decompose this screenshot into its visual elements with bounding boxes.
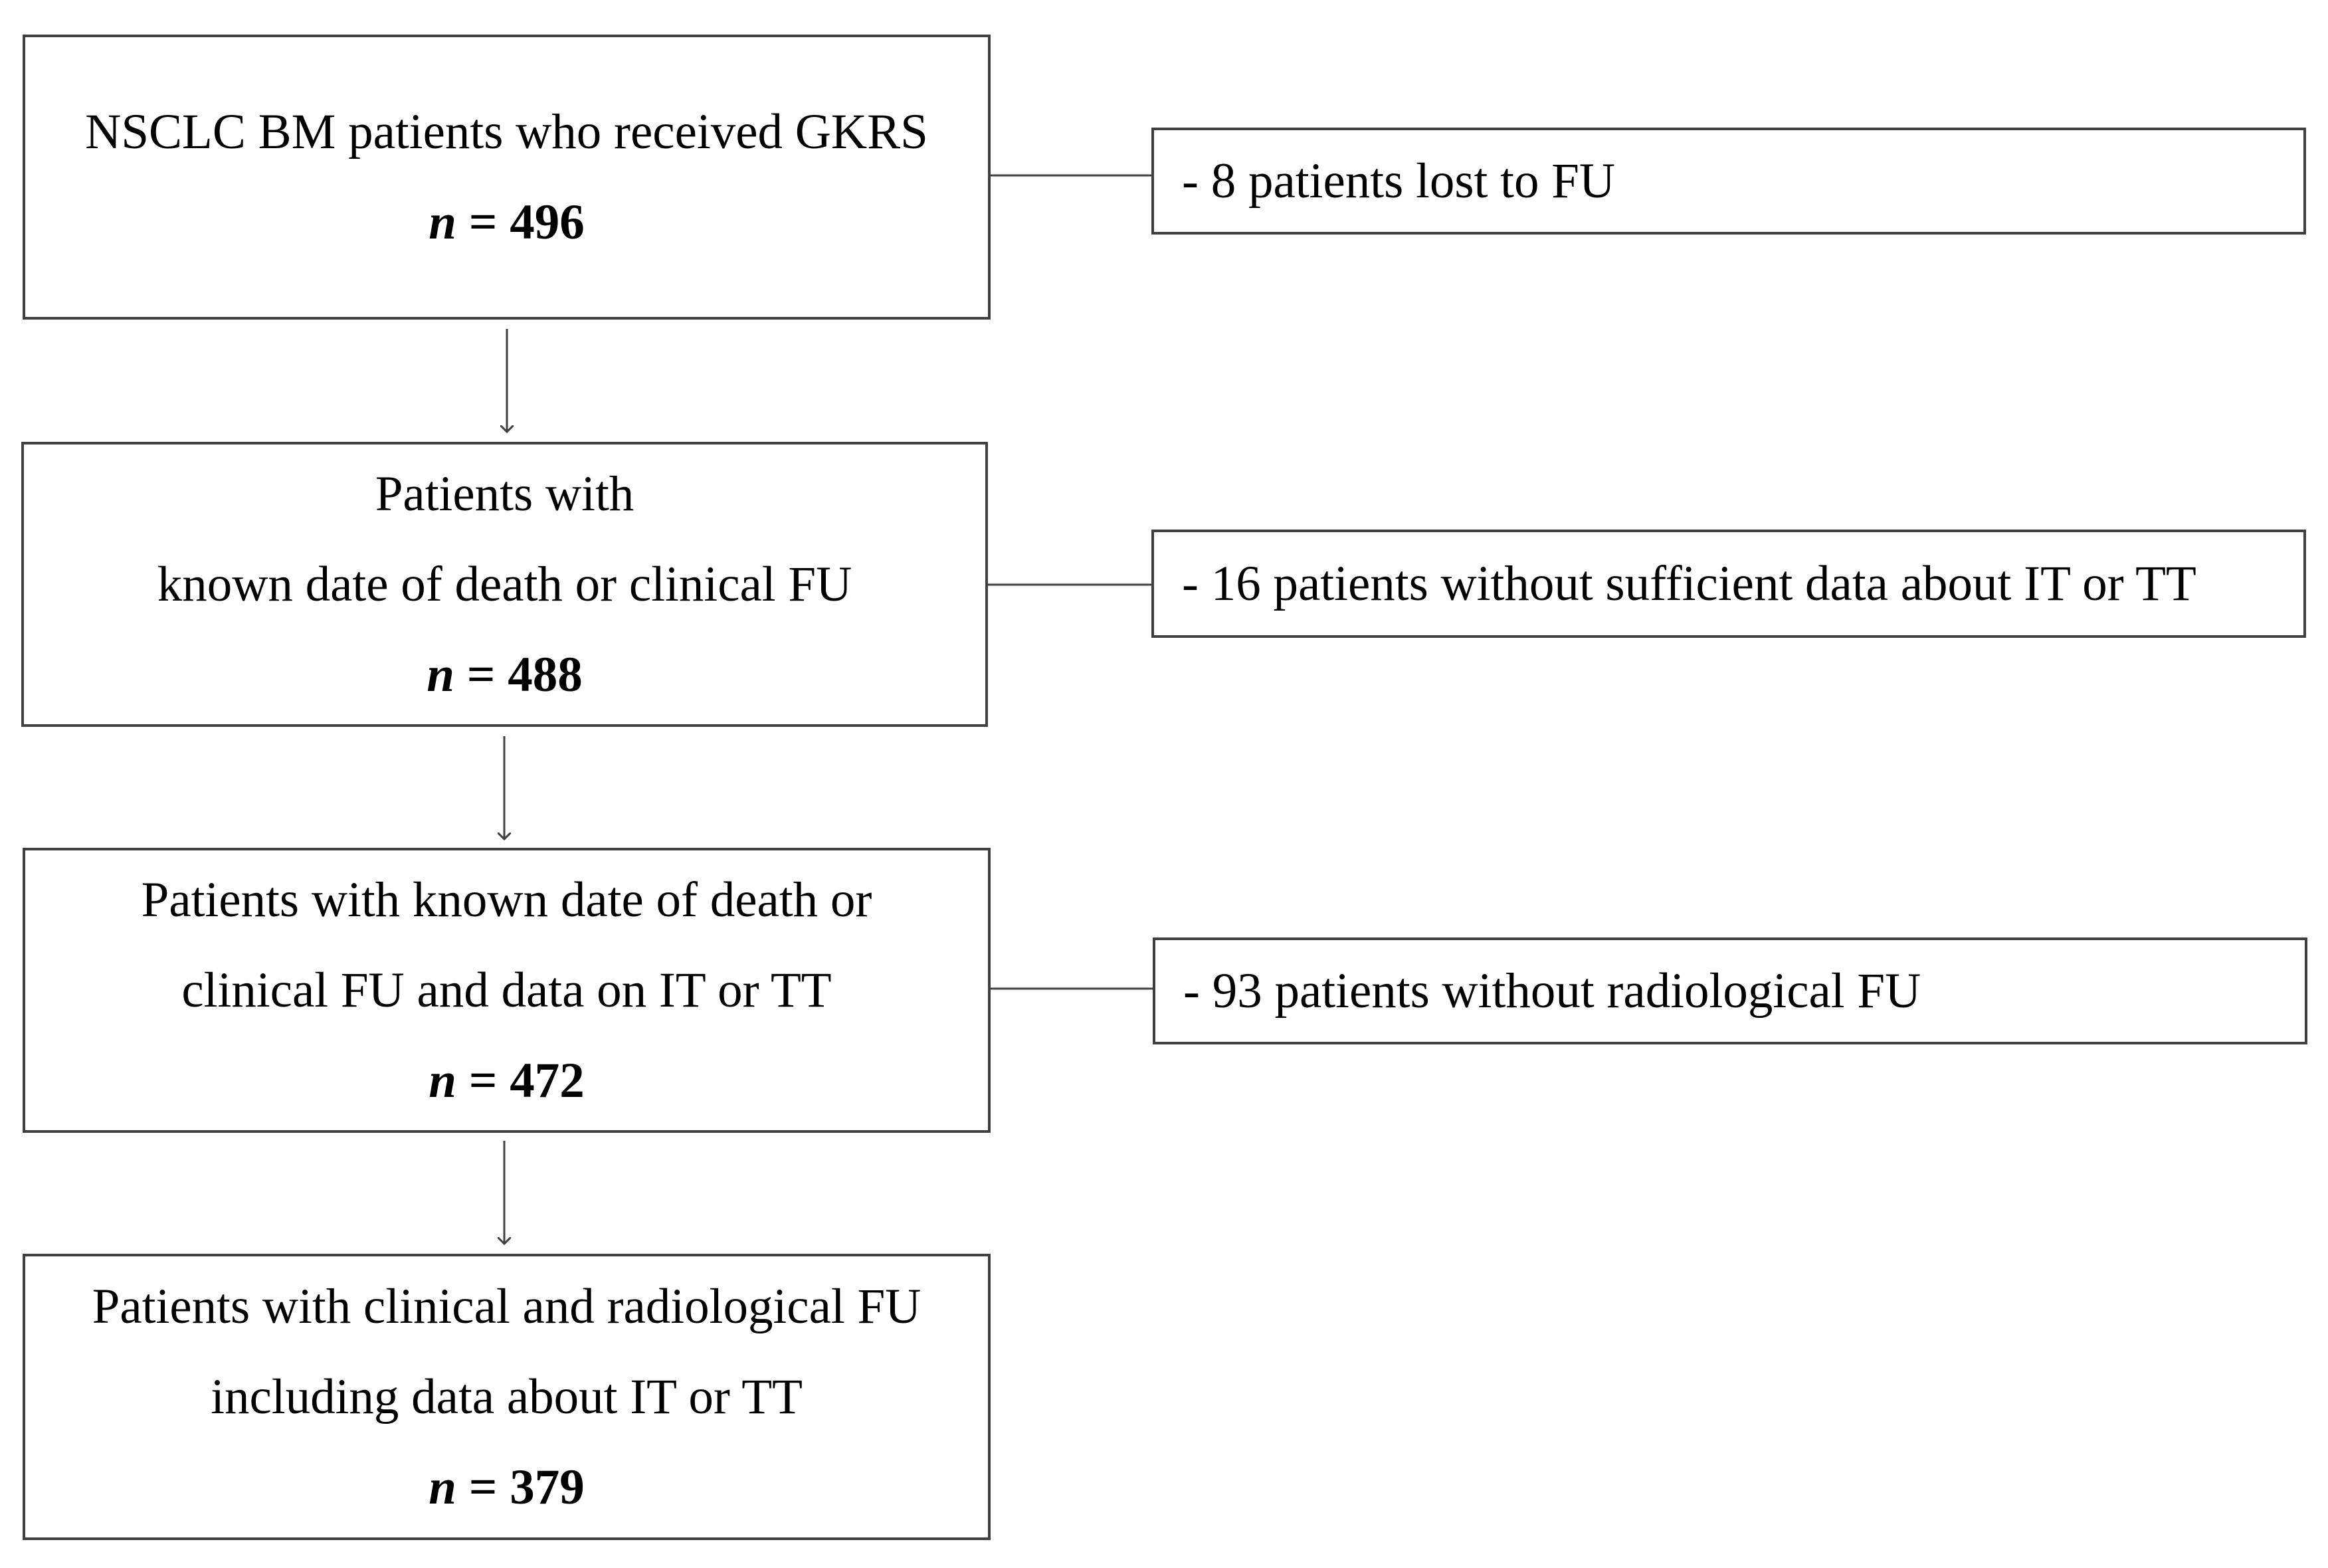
flow-step-2-n-value: 488 <box>508 646 583 702</box>
flow-step-1-count: n = 496 <box>429 194 585 250</box>
flow-step-2-text-line-2: known date of death or clinical FU <box>157 556 852 612</box>
flow-step-3-text-line-1: Patients with known date of death or <box>141 872 872 928</box>
flow-step-1-n-value: 496 <box>510 194 585 250</box>
exclusion-box-3-text: - 93 patients without radiological FU <box>1183 963 1921 1019</box>
exclusion-box-1-text: - 8 patients lost to FU <box>1182 153 1616 209</box>
flow-step-3 <box>23 848 991 1133</box>
flow-step-4-count: n = 379 <box>429 1459 585 1515</box>
flow-step-4 <box>23 1254 991 1540</box>
flow-step-3-count: n = 472 <box>429 1052 585 1108</box>
flow-step-4-text-line-2: including data about IT or TT <box>211 1369 803 1424</box>
flow-step-1-n-label: n <box>429 194 456 250</box>
flow-step-4-n-value: 379 <box>510 1459 585 1515</box>
flow-step-3-n-value: 472 <box>510 1052 585 1108</box>
exclusion-box-2 <box>1151 530 2306 638</box>
flow-step-1 <box>23 35 991 320</box>
exclusion-box-2-text: - 16 patients without sufficient data about IT or TT <box>1182 555 2196 611</box>
exclusion-box-1 <box>1151 128 2306 235</box>
flow-step-3-text-line-2: clinical FU and data on IT or TT <box>181 962 832 1018</box>
flow-step-4-text-line-1: Patients with clinical and radiological FU <box>92 1278 922 1334</box>
flow-step-2-text-line-1: Patients with <box>375 466 634 522</box>
flow-step-2-count: n = 488 <box>427 646 583 702</box>
flow-step-3-n-label: n <box>429 1052 456 1108</box>
flow-step-1-text-line-1: NSCLC BM patients who received GKRS <box>85 104 928 159</box>
flow-step-2-n-label: n <box>427 646 454 702</box>
exclusion-box-3 <box>1153 937 2307 1044</box>
flow-step-4-n-label: n <box>429 1459 456 1515</box>
flow-step-2 <box>21 442 988 727</box>
